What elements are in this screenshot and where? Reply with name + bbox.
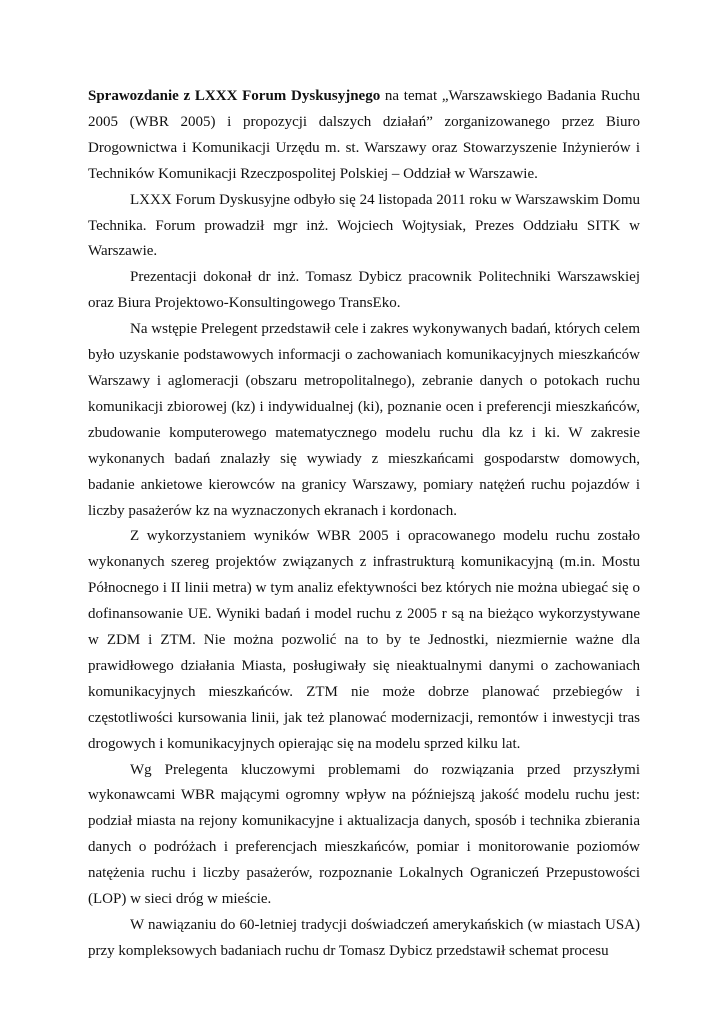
paragraph-key-problems: Wg Prelegenta kluczowymi problemami do rozwiązania przed przyszłymi wykonawcami WBR mającymi ogromny wpływ na późniejszą jakość modelu ruchu jest: podział miasta na rejony komunikacyjne i aktualizacja danych, sposób i technika zbierania danych o podróżach i preferencjach mieszkańców, pomiar i monitorowanie poziomów natężenia ruchu i liczby pasażerów, rozpoznanie Lokalnych Ograniczeń Przepustowości (LOP) w sieci dróg w mieście. <box>88 761 640 908</box>
intro-text: na temat „Warszawskiego Badania Ruchu 2005 (WBR 2005) i propozycji dalszych działań” zorganizowanego przez Biuro Drogownictwa i Komunikacji Urzędu m. st. Warszawy oraz Stowarzyszenie Inżynierów i Techników Komunikacji Rzeczpospolitej Polskiej – Oddział w Warszawie. <box>88 88 640 182</box>
document-page <box>88 84 640 965</box>
paragraph-presenter: Prezentacji dokonał dr inż. Tomasz Dybicz pracownik Politechniki Warszawskiej oraz Biura Projektowo-Konsultingowego TransEko. <box>88 269 640 312</box>
paragraph-forum-details: LXXX Forum Dyskusyjne odbyło się 24 listopada 2011 roku w Warszawskim Domu Technika. Forum prowadził mgr inż. Wojciech Wojtysiak, Prezes Oddziału SITK w Warszawie. <box>88 191 640 260</box>
paragraph-us-tradition: W nawiązaniu do 60-letniej tradycji doświadczeń amerykańskich (w miastach USA) przy kompleksowych badaniach ruchu dr Tomasz Dybicz przedstawił schemat procesu <box>88 917 640 959</box>
intro-paragraph <box>88 84 640 188</box>
report-title: Sprawozdanie z LXXX Forum Dyskusyjnego <box>88 88 381 104</box>
paragraph-results-usage: Z wykorzystaniem wyników WBR 2005 i opracowanego modelu ruchu zostało wykonanych szereg projektów związanych z infrastrukturą komunikacyjną (m.in. Mostu Północnego i II linii metra) w tym analiz efektywności bez których nie można ubiegać się o dofinansowanie UE. Wyniki badań i model ruchu z 2005 r są na bieżąco wykorzystywane w ZDM i ZTM. Nie można pozwolić na to by te Jednostki, niezmiernie ważne dla prawidłowego działania Miasta, posługiwały się nieaktualnymi danymi o zachowaniach komunikacyjnych mieszkańców. ZTM nie może dobrze planować przebiegów i częstotliwości kursowania linii, jak też planować modernizacji, remontów i inwestycji tras drogowych i komunikacyjnych opierając się na modelu sprzed kilku lat. <box>88 528 640 752</box>
paragraph-research-goals: Na wstępie Prelegent przedstawił cele i zakres wykonywanych badań, których celem było uzyskanie podstawowych informacji o zachowaniach komunikacyjnych mieszkańców Warszawy i aglomeracji (obszaru metropolitalnego), zebranie danych o potokach ruchu komunikacji zbiorowej (kz) i indywidualnej (ki), poznanie ocen i preferencji mieszkańców, zbudowanie komputerowego matematycznego modelu ruchu dla kz i ki. W zakresie wykonanych badań znalazły się wywiady z mieszkańcami gospodarstw domowych, badanie ankietowe kierowców na granicy Warszawy, pomiary natężeń ruchu pojazdów i liczby pasażerów kz na wyznaczonych ekranach i kordonach. <box>88 321 640 519</box>
